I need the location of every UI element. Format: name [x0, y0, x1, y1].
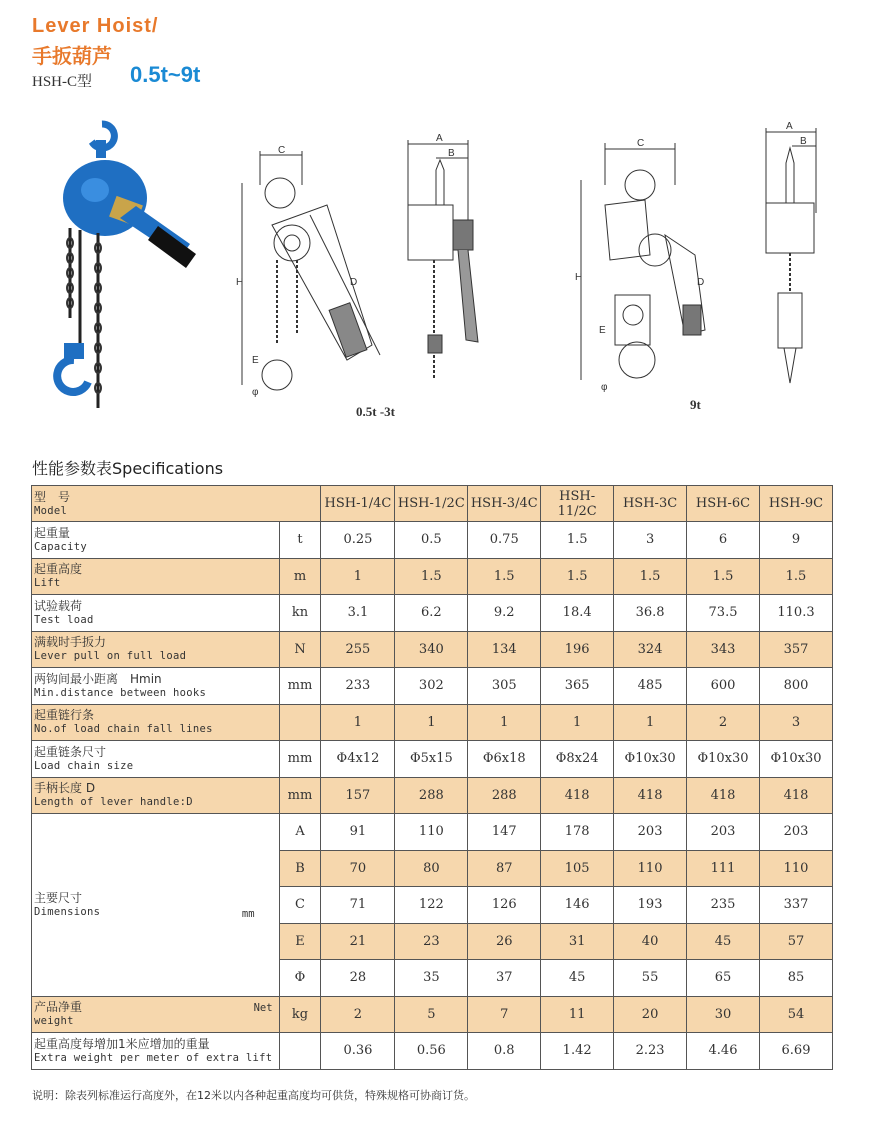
row-label — [32, 741, 280, 778]
unit-cell: t — [279, 522, 321, 559]
value-cell: 0.56 — [395, 1033, 468, 1070]
value-cell: 600 — [687, 668, 760, 705]
extra-weight-row — [32, 1033, 833, 1070]
value-cell: 1.5 — [614, 558, 687, 595]
table-row — [32, 631, 833, 668]
label-en: Extra weight per meter of extra lift — [34, 1051, 273, 1064]
value-cell: 9.2 — [468, 595, 541, 632]
value-cell: 1.5 — [468, 558, 541, 595]
load-chain — [70, 228, 98, 408]
label-cn: 型 号 — [34, 489, 71, 504]
value-cell: 418 — [541, 777, 614, 814]
value-cell: 1.5 — [395, 558, 468, 595]
row-label — [32, 558, 280, 595]
value-cell: 23 — [395, 923, 468, 960]
value-cell: 110 — [395, 814, 468, 851]
title-en: Lever Hoist/ — [32, 15, 159, 37]
label-net: Net — [253, 1001, 273, 1014]
table-row — [32, 595, 833, 632]
model-header: HSH-1/4C — [321, 486, 395, 522]
value-cell: 343 — [687, 631, 760, 668]
value-cell: 110.3 — [759, 595, 832, 632]
value-cell: 7 — [468, 996, 541, 1033]
value-cell: 305 — [468, 668, 541, 705]
value-cell: 2.23 — [614, 1033, 687, 1070]
unit-cell: mm — [279, 668, 321, 705]
table-row — [32, 522, 833, 559]
row-label — [32, 522, 280, 559]
label-cn: 起重链条尺寸 — [34, 744, 107, 759]
value-cell: 800 — [759, 668, 832, 705]
dimension-key: C — [279, 887, 321, 924]
value-cell: 0.25 — [321, 522, 395, 559]
dimension-key: Φ — [279, 960, 321, 997]
value-cell: 6 — [687, 522, 760, 559]
value-cell: 418 — [614, 777, 687, 814]
svg-text:H: H — [236, 277, 244, 288]
svg-text:E: E — [252, 355, 259, 366]
value-cell: 1 — [468, 704, 541, 741]
value-cell: 233 — [321, 668, 395, 705]
svg-text:C: C — [278, 145, 286, 156]
value-cell: 3 — [759, 704, 832, 741]
value-cell: Φ4x12 — [321, 741, 395, 778]
svg-text:A: A — [436, 133, 443, 144]
unit-cell: N — [279, 631, 321, 668]
table-row — [32, 777, 833, 814]
value-cell: 28 — [321, 960, 395, 997]
value-cell: 203 — [759, 814, 832, 851]
value-cell: 122 — [395, 887, 468, 924]
value-cell: 1 — [321, 704, 395, 741]
value-cell: 126 — [468, 887, 541, 924]
drawing-large-front — [760, 118, 830, 400]
value-cell: 6.2 — [395, 595, 468, 632]
value-cell: 2 — [687, 704, 760, 741]
value-cell: 146 — [541, 887, 614, 924]
label-cn: 起重链行条 — [34, 708, 95, 723]
value-cell: 85 — [759, 960, 832, 997]
label-en: Lift — [34, 577, 61, 590]
value-cell: 1.42 — [541, 1033, 614, 1070]
value-cell: 35 — [395, 960, 468, 997]
label-cn: 两钩间最小距离 Hmin — [34, 671, 162, 686]
value-cell: 40 — [614, 923, 687, 960]
value-cell: 21 — [321, 923, 395, 960]
value-cell: 71 — [321, 887, 395, 924]
value-cell: 18.4 — [541, 595, 614, 632]
label-cn: 满载时手扳力 — [34, 635, 107, 650]
drawing-large-side — [575, 135, 725, 400]
svg-text:A: A — [786, 121, 793, 132]
unit-cell — [279, 704, 321, 741]
row-label — [32, 777, 280, 814]
value-cell: 110 — [759, 850, 832, 887]
value-cell: 6.69 — [759, 1033, 832, 1070]
label-cn: 主要尺寸 — [34, 890, 83, 905]
value-cell: 105 — [541, 850, 614, 887]
label-en: Lever pull on full load — [34, 650, 187, 663]
value-cell: 37 — [468, 960, 541, 997]
value-cell: 26 — [468, 923, 541, 960]
svg-text:B: B — [800, 136, 807, 147]
row-label — [32, 631, 280, 668]
label-en: Model — [34, 504, 68, 517]
value-cell: 0.8 — [468, 1033, 541, 1070]
spec-title: 性能参数表Specifications — [32, 459, 224, 478]
value-cell: 3.1 — [321, 595, 395, 632]
value-cell: 288 — [395, 777, 468, 814]
value-cell: 2 — [321, 996, 395, 1033]
footnote: 说明：除表列标准运行高度外，在12米以内各种起重高度均可供货，特殊规格可协商订货。 — [32, 1089, 475, 1102]
dimensions-unit: mm — [241, 907, 255, 920]
value-cell: 235 — [687, 887, 760, 924]
label-cn: 起重量 — [34, 525, 71, 540]
value-cell: Φ10x30 — [759, 741, 832, 778]
value-cell: 302 — [395, 668, 468, 705]
value-cell: 5 — [395, 996, 468, 1033]
model-header: HSH-3C — [614, 486, 687, 522]
svg-text:C: C — [637, 138, 645, 149]
title-cn: 手扳葫芦 — [32, 44, 112, 68]
value-cell: 20 — [614, 996, 687, 1033]
svg-text:D: D — [697, 277, 705, 288]
value-cell: 178 — [541, 814, 614, 851]
value-cell: 45 — [541, 960, 614, 997]
label-en: Length of lever handle:D — [34, 796, 193, 809]
value-cell: 193 — [614, 887, 687, 924]
label-en: Test load — [34, 613, 94, 626]
dimension-key: B — [279, 850, 321, 887]
value-cell: 0.36 — [321, 1033, 395, 1070]
value-cell: 203 — [614, 814, 687, 851]
value-cell: 340 — [395, 631, 468, 668]
value-cell: 1 — [541, 704, 614, 741]
value-cell: 54 — [759, 996, 832, 1033]
model-header: HSH-9C — [759, 486, 832, 522]
value-cell: 36.8 — [614, 595, 687, 632]
label-en: Min.distance between hooks — [34, 686, 207, 699]
drawing-small-side — [232, 145, 382, 400]
label-cn: 产品净重 — [34, 1000, 83, 1015]
caption-large: 9t — [690, 397, 701, 412]
label-cn: 试验载荷 — [34, 598, 83, 613]
value-cell: 111 — [687, 850, 760, 887]
value-cell: Φ8x24 — [541, 741, 614, 778]
value-cell: 70 — [321, 850, 395, 887]
value-cell: 288 — [468, 777, 541, 814]
svg-text:E: E — [599, 325, 606, 336]
value-cell: 0.5 — [395, 522, 468, 559]
capacity-range: 0.5t~9t — [130, 62, 201, 87]
value-cell: 57 — [759, 923, 832, 960]
label-en: No.of load chain fall lines — [34, 723, 213, 736]
model-header: HSH-1/2C — [395, 486, 468, 522]
label-en: Capacity — [34, 540, 87, 553]
value-cell: 485 — [614, 668, 687, 705]
spec-table — [31, 485, 833, 1070]
value-cell: 11 — [541, 996, 614, 1033]
svg-text:H: H — [575, 272, 583, 283]
value-cell: 55 — [614, 960, 687, 997]
unit-cell: mm — [279, 777, 321, 814]
value-cell: 1.5 — [759, 558, 832, 595]
value-cell: Φ6x18 — [468, 741, 541, 778]
unit-cell: m — [279, 558, 321, 595]
label-cn: 起重高度每增加1米应增加的重量 — [34, 1036, 210, 1051]
label-cn: 起重高度 — [34, 562, 83, 577]
value-cell: 1.5 — [687, 558, 760, 595]
value-cell: 337 — [759, 887, 832, 924]
row-label — [32, 996, 280, 1033]
row-label — [32, 595, 280, 632]
value-cell: Φ10x30 — [687, 741, 760, 778]
row-label — [32, 1033, 280, 1070]
label-en: weight — [34, 1015, 74, 1028]
value-cell: 324 — [614, 631, 687, 668]
svg-text:φ: φ — [252, 387, 259, 398]
value-cell: Φ5x15 — [395, 741, 468, 778]
model-header-label — [32, 486, 321, 522]
value-cell: 147 — [468, 814, 541, 851]
table-row — [32, 558, 833, 595]
unit-cell: mm — [279, 741, 321, 778]
value-cell: 3 — [614, 522, 687, 559]
row-label — [32, 668, 280, 705]
value-cell: 1.5 — [541, 522, 614, 559]
table-row — [32, 741, 833, 778]
dimension-row — [32, 814, 833, 851]
value-cell: 418 — [759, 777, 832, 814]
value-cell: 4.46 — [687, 1033, 760, 1070]
value-cell: 1 — [614, 704, 687, 741]
value-cell: 0.75 — [468, 522, 541, 559]
table-header-row — [32, 486, 833, 522]
value-cell: 203 — [687, 814, 760, 851]
unit-cell: kg — [279, 996, 321, 1033]
label-en: Dimensions — [34, 905, 101, 918]
unit-cell — [279, 1033, 321, 1070]
value-cell: 1 — [321, 558, 395, 595]
value-cell: 134 — [468, 631, 541, 668]
value-cell: 357 — [759, 631, 832, 668]
value-cell: 255 — [321, 631, 395, 668]
unit-cell: kn — [279, 595, 321, 632]
model-header: HSH-11/2C — [541, 486, 614, 522]
value-cell: 87 — [468, 850, 541, 887]
bottom-hook-icon — [57, 360, 88, 392]
model-header: HSH-3/4C — [468, 486, 541, 522]
value-cell: 9 — [759, 522, 832, 559]
dimension-key: E — [279, 923, 321, 960]
value-cell: 157 — [321, 777, 395, 814]
value-cell: 65 — [687, 960, 760, 997]
table-row — [32, 704, 833, 741]
row-label — [32, 704, 280, 741]
svg-text:φ: φ — [601, 382, 608, 393]
label-cn: 手柄长度 D — [34, 781, 96, 796]
dimension-key: A — [279, 814, 321, 851]
value-cell: 30 — [687, 996, 760, 1033]
value-cell: 110 — [614, 850, 687, 887]
value-cell: 418 — [687, 777, 760, 814]
svg-text:B: B — [448, 148, 455, 159]
hoist-photo — [40, 118, 200, 428]
value-cell: 80 — [395, 850, 468, 887]
drawing-small-front — [400, 130, 490, 400]
value-cell: 73.5 — [687, 595, 760, 632]
value-cell: 91 — [321, 814, 395, 851]
value-cell: 31 — [541, 923, 614, 960]
net-weight-row — [32, 996, 833, 1033]
model-header: HSH-6C — [687, 486, 760, 522]
dimensions-label — [32, 814, 280, 997]
table-row — [32, 668, 833, 705]
value-cell: 365 — [541, 668, 614, 705]
value-cell: 196 — [541, 631, 614, 668]
value-cell: 1.5 — [541, 558, 614, 595]
value-cell: 45 — [687, 923, 760, 960]
label-en: Load chain size — [34, 759, 134, 772]
svg-text:D: D — [350, 277, 358, 288]
model-code: HSH-C型 — [32, 74, 93, 90]
value-cell: Φ10x30 — [614, 741, 687, 778]
value-cell: 1 — [395, 704, 468, 741]
caption-small: 0.5t -3t — [356, 404, 395, 419]
